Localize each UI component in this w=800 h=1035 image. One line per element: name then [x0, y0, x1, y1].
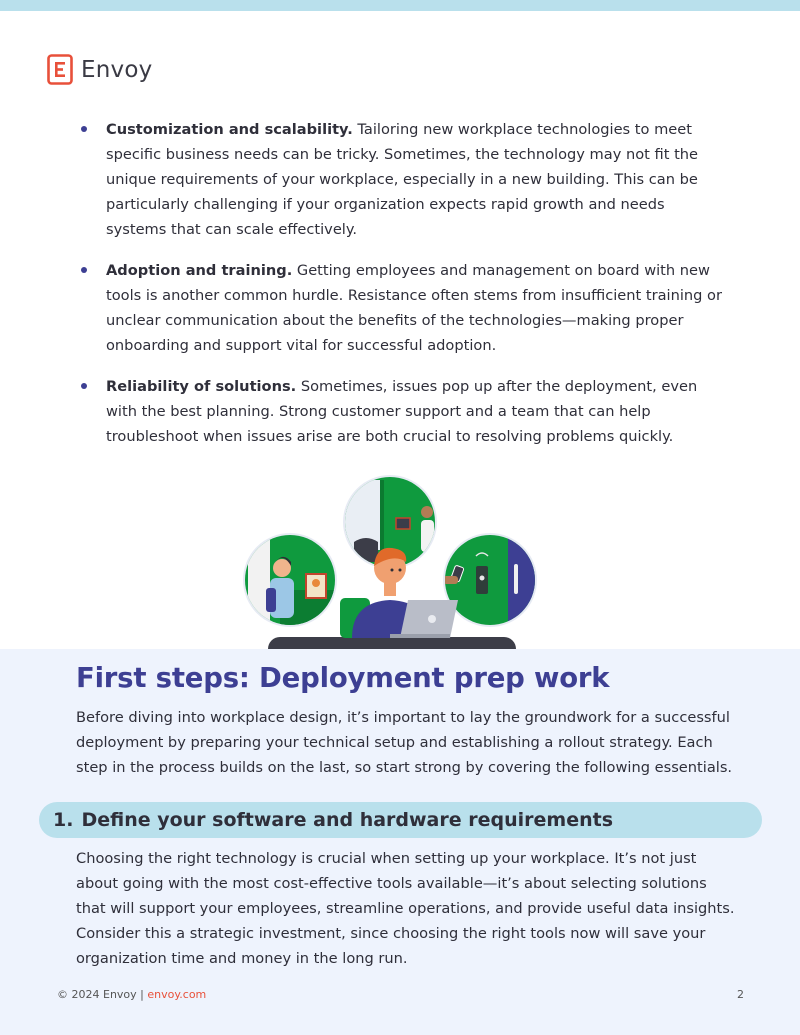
footer-link[interactable]: envoy.com	[147, 988, 207, 1001]
section-intro: Before diving into workplace design, it’s important to lay the groundwork for a successful deployment by preparing your technical setup and establishing a rollout strategy. Each step in the process builds on the last, so start strong by covering the following essentials.	[76, 709, 733, 776]
list-item	[78, 374, 728, 449]
envoy-logo	[47, 54, 152, 85]
step-header	[39, 802, 762, 838]
list-item	[78, 258, 728, 358]
bullet-title: Reliability of solutions.	[106, 378, 297, 395]
top-band	[0, 0, 800, 11]
footer-copyright	[57, 988, 206, 1001]
logo-text: Envoy	[81, 56, 153, 83]
workplace-illustration	[240, 470, 550, 650]
bullet-text: Tailoring new workplace technologies to meet specific business needs can be tricky. Sometimes, the technology may not fit the unique requirements of your workplace, especially in a new building. This can be particularly challenging if your organization expects rapid growth and needs systems that can scale effectively.	[106, 121, 699, 238]
section-heading: First steps: Deployment prep work	[76, 662, 610, 694]
bullet-text: Getting employees and management on board with new tools is another common hurdle. Resistance often stems from insufficient training or unclear communication about the benefits of the technologies—making proper onboarding and support vital for successful adoption.	[106, 262, 722, 354]
envoy-logo-icon	[47, 54, 73, 85]
step-title: Define your software and hardware requirements	[81, 809, 614, 831]
step-body: Choosing the right technology is crucial when setting up your workplace. It’s not just about going with the most cost-effective tools available—it’s about selecting solutions that will support your employees, streamline operations, and provide useful data insights. Consider this a strategic investment, since choosing the right tools now will save your organization time and money in the long run.	[76, 850, 735, 967]
copyright-text: © 2024 Envoy |	[57, 988, 148, 1001]
bullet-text: Sometimes, issues pop up after the deployment, even with the best planning. Strong customer support and a team that can help troubleshoot when issues arise are both crucial to resolving problems quickly.	[106, 378, 698, 445]
challenges-list	[78, 117, 728, 465]
list-item	[78, 117, 728, 242]
step-number: 1.	[53, 809, 74, 831]
bullet-title: Customization and scalability.	[106, 121, 353, 138]
bullet-title: Adoption and training.	[106, 262, 293, 279]
page-number: 2	[737, 988, 744, 1001]
